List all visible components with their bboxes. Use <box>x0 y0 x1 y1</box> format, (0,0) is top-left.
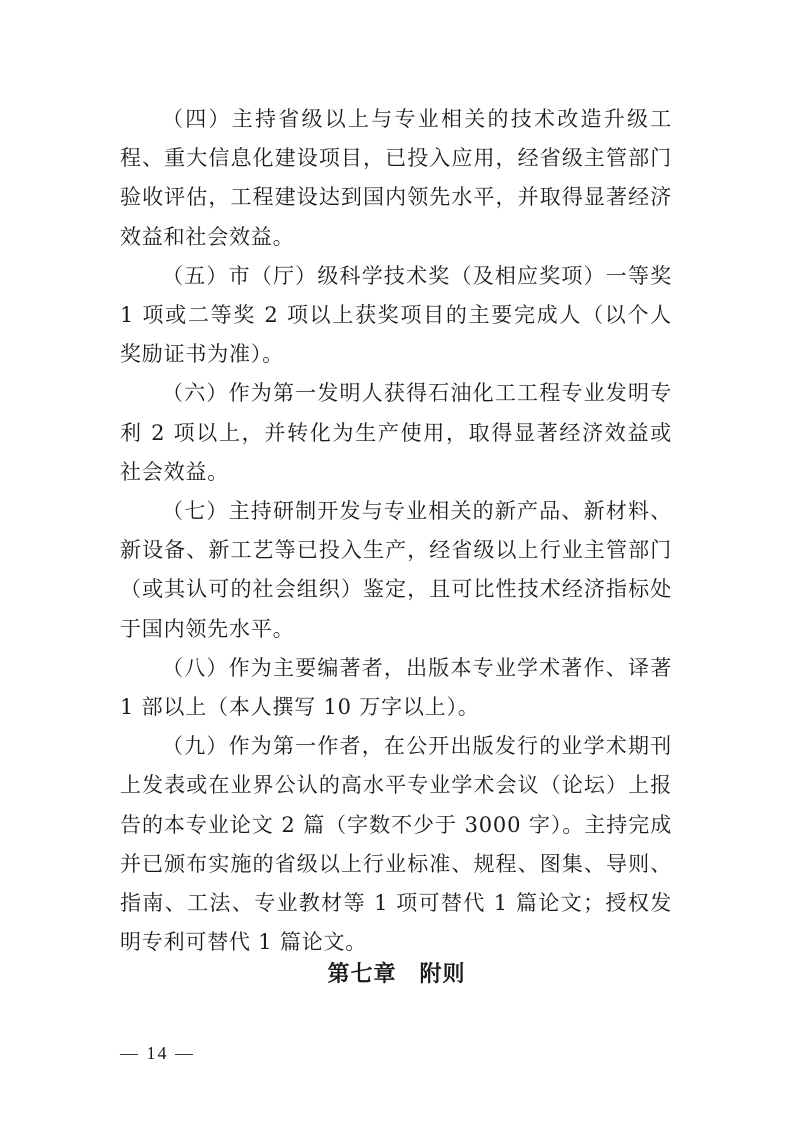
paragraph-item-6: （六）作为第一发明人获得石油化工工程专业发明专利 2 项以上，并转化为生产使用，取得显著经济效益或社会效益。 <box>120 381 672 484</box>
body-text <box>120 100 672 962</box>
paragraph-item-9: （九）作为第一作者，在公开出版发行的业学术期刊上发表或在业界公认的高水平专业学术会议（论坛）上报告的本专业论文 2 篇（字数不少于 3000 字）。主持完成并已颁布实施的省级以上行业标准、规程、图集、导则、指南、工法、专业教材等 1 项可替代 1 篇论文；授权发明专利可替代 1 篇论文。 <box>120 734 672 955</box>
paragraph-item-4: （四）主持省级以上与专业相关的技术改造升级工程、重大信息化建设项目，已投入应用，经省级主管部门验收评估，工程建设达到国内领先水平，并取得显著经济效益和社会效益。 <box>120 107 672 249</box>
paragraph-item-8: （八）作为主要编著者，出版本专业学术著作、译著 1 部以上（本人撰写 10 万字以上）。 <box>120 655 672 720</box>
paragraph-item-7: （七）主持研制开发与专业相关的新产品、新材料、新设备、新工艺等已投入生产，经省级以上行业主管部门（或其认可的社会组织）鉴定，且可比性技术经济指标处于国内领先水平。 <box>120 499 672 641</box>
chapter-heading: 第七章 附则 <box>327 962 466 987</box>
page-number: — 14 — <box>120 1043 195 1063</box>
paragraph-item-5: （五）市（厅）级科学技术奖（及相应奖项）一等奖 1 项或二等奖 2 项以上获奖项目的主要完成人（以个人奖励证书为准）。 <box>120 263 672 367</box>
